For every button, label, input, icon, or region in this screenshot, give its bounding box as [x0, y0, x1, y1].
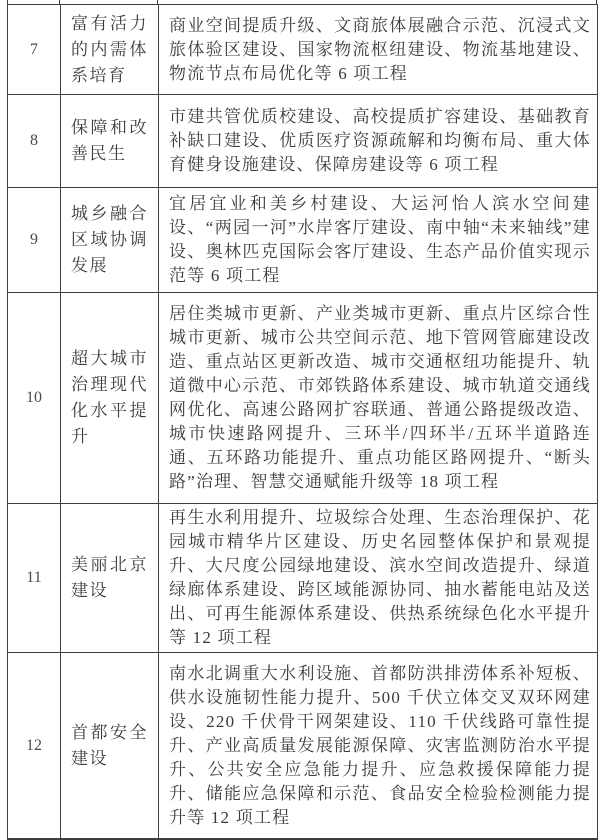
row-number-cell: 10 — [8, 293, 61, 504]
table-row — [8, 5, 598, 95]
row-number-cell: 8 — [8, 95, 61, 188]
projects-cell: 市建共管优质校建设、高校提质扩容建设、基础教育补缺口建设、优质医疗资源疏解和均衡布局、重大体育健身设施建设、保障房建设等 6 项工程 — [159, 95, 598, 188]
row-number-cell: 12 — [8, 653, 61, 840]
category-cell: 超大城市治理现代化水平提升 — [61, 293, 159, 504]
projects-cell: 南水北调重大水利设施、首都防洪排涝体系补短板、供水设施韧性能力提升、500 千伏立体交叉双环网建设、220 千伏骨干网架建设、110 千伏线路可靠性提升、产业高质量发展能源保障、灾害监测防治水平提升、公共安全应急能力提升、应急救援保障能力提升、储能应急保障和示范、食品安全检验检测能力提升等 12 项工程 — [159, 653, 598, 840]
key-projects-table — [7, 4, 598, 840]
row-number-cell: 11 — [8, 504, 61, 653]
row-number-cell: 9 — [8, 188, 61, 293]
category-cell: 保障和改善民生 — [61, 95, 159, 188]
category-cell: 首都安全建设 — [61, 653, 159, 840]
projects-cell: 居住类城市更新、产业类城市更新、重点片区综合性城市更新、城市公共空间示范、地下管网管廊建设改造、重点站区更新改造、城市交通枢纽功能提升、轨道微中心示范、市郊铁路体系建设、城市轨道交通线网优化、高速公路网扩容联通、普通公路提级改造、城市快速路网提升、三环半/四环半/五环半道路连通、五环路功能提升、重点功能区路网提升、“断头路”治理、智慧交通赋能升级等 18 项工程 — [159, 293, 598, 504]
category-cell: 美丽北京建设 — [61, 504, 159, 653]
category-cell: 城乡融合区域协调发展 — [61, 188, 159, 293]
projects-cell: 宜居宜业和美乡村建设、大运河怡人滨水空间建设、“两园一河”水岸客厅建设、南中轴“未来轴线”建设、奥林匹克国际会客厅建设、生态产品价值实现示范等 6 项工程 — [159, 188, 598, 293]
projects-cell: 商业空间提质升级、文商旅体展融合示范、沉浸式文旅体验区建设、国家物流枢纽建设、物流基地建设、物流节点布局优化等 6 项工程 — [159, 5, 598, 95]
table-row — [8, 653, 598, 840]
row-number-cell: 7 — [8, 5, 61, 95]
table-row — [8, 293, 598, 504]
table-row — [8, 95, 598, 188]
projects-cell: 再生水利用提升、垃圾综合处理、生态治理保护、花园城市精华片区建设、历史名园整体保护和景观提升、大尺度公园绿地建设、滨水空间改造提升、绿道绿廊体系建设、跨区域能源协同、抽水蓄能电站及送出、可再生能源体系建设、供热系统绿色化水平提升等 12 项工程 — [159, 504, 598, 653]
table-row — [8, 188, 598, 293]
table-row — [8, 504, 598, 653]
category-cell: 富有活力的内需体系培育 — [61, 5, 159, 95]
